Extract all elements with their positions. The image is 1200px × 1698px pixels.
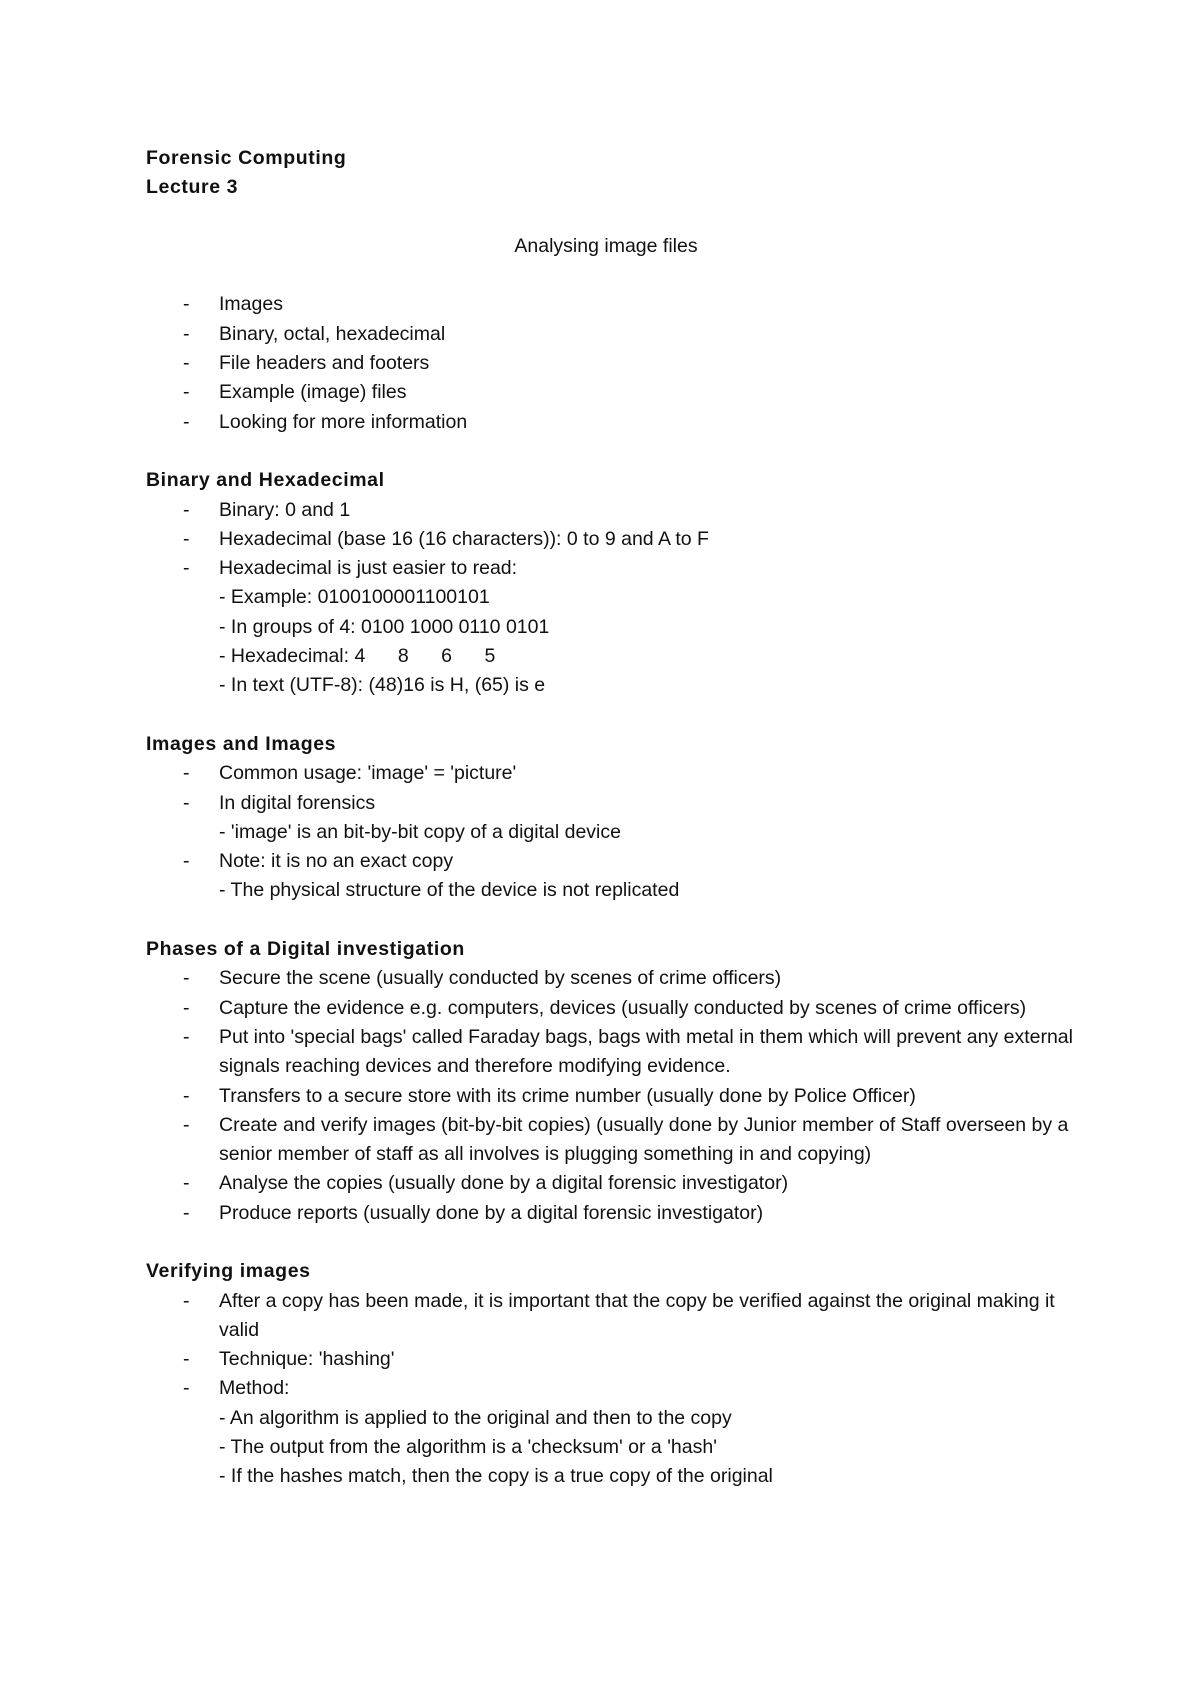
sub-item: - In text (UTF-8): (48)16 is H, (65) is e	[219, 674, 546, 697]
list-item	[146, 554, 1076, 583]
list-item	[146, 847, 1076, 876]
spacer	[146, 261, 1076, 290]
bullet-dash: -	[183, 1084, 190, 1107]
list-item	[146, 789, 1076, 818]
bullet-dash: -	[183, 352, 190, 375]
spacer	[146, 203, 1076, 232]
list-item	[146, 1169, 1076, 1198]
sub-item: - 'image' is an bit-by-bit copy of a digital device	[219, 820, 621, 843]
list-item	[146, 290, 1076, 319]
list-item	[146, 759, 1076, 788]
list-item-text: Put into 'special bags' called Faraday bags, bags with metal in them which will prevent any external signals reaching devices and therefore modifying evidence.	[219, 1025, 1073, 1078]
list-item-text: Secure the scene (usually conducted by scenes of crime officers)	[219, 967, 782, 990]
list-item-text: Technique: 'hashing'	[219, 1348, 395, 1371]
list-item-text: Example (image) files	[219, 381, 407, 404]
bullet-dash: -	[183, 762, 190, 785]
doc-subtitle: Analysing image files	[514, 234, 698, 257]
list-item-text: In digital forensics	[219, 791, 376, 814]
list-item-text: Capture the evidence e.g. computers, devices (usually conducted by scenes of crime officers)	[219, 996, 1027, 1019]
list-item-text: Transfers to a secure store with its crime number (usually done by Police Officer)	[219, 1084, 916, 1107]
sub-item: - If the hashes match, then the copy is a true copy of the original	[219, 1465, 773, 1488]
spacer	[146, 906, 1076, 935]
sub-item: - The output from the algorithm is a 'checksum' or a 'hash'	[219, 1436, 717, 1459]
sub-item: - An algorithm is applied to the original and then to the copy	[219, 1406, 732, 1429]
bullet-dash: -	[183, 1289, 190, 1312]
list-item	[146, 378, 1076, 407]
list-item	[146, 1199, 1076, 1228]
list-item	[146, 1023, 1076, 1082]
list-item-text: Looking for more information	[219, 410, 468, 433]
bullet-dash: -	[183, 322, 190, 345]
intro-list	[146, 290, 1076, 436]
list-item	[146, 525, 1076, 554]
bullet-dash: -	[183, 293, 190, 316]
bullet-dash: -	[183, 410, 190, 433]
list-item	[146, 408, 1076, 437]
list-item-text: Binary, octal, hexadecimal	[219, 322, 446, 345]
spacer	[146, 437, 1076, 466]
bullet-dash: -	[183, 1113, 190, 1136]
sub-item: - The physical structure of the device is not replicated	[219, 879, 680, 902]
sub-item: - Example: 0100100001100101	[219, 586, 490, 609]
section-heading-images: Images and Images	[146, 732, 337, 755]
list-item-text: Hexadecimal (base 16 (16 characters)): 0 to 9 and A to F	[219, 527, 709, 550]
list-item-text: Analyse the copies (usually done by a digital forensic investigator)	[219, 1172, 789, 1195]
list-item	[146, 964, 1076, 993]
list-item-text: Note: it is no an exact copy	[219, 850, 454, 873]
list-item	[146, 994, 1076, 1023]
list-item-text: File headers and footers	[219, 352, 430, 375]
doc-title: Forensic Computing	[146, 147, 347, 169]
bullet-dash: -	[183, 1348, 190, 1371]
section-heading-binary: Binary and Hexadecimal	[146, 469, 385, 492]
list-item-text: Method:	[219, 1377, 290, 1400]
list-item	[146, 1374, 1076, 1403]
section-heading-verifying: Verifying images	[146, 1260, 311, 1283]
list-item	[146, 1287, 1076, 1346]
list-item	[146, 1111, 1076, 1170]
spacer	[146, 1228, 1076, 1257]
spacer	[146, 701, 1076, 730]
bullet-dash: -	[183, 850, 190, 873]
list-item-text: Produce reports (usually done by a digital forensic investigator)	[219, 1201, 764, 1224]
list-item	[146, 1082, 1076, 1111]
lecture-label: Lecture 3	[146, 176, 239, 199]
section-heading-phases: Phases of a Digital investigation	[146, 938, 465, 961]
bullet-dash: -	[183, 1377, 190, 1400]
list-item	[146, 1345, 1076, 1374]
list-item-text: Images	[219, 293, 283, 316]
document-page	[146, 144, 1076, 1492]
bullet-dash: -	[183, 967, 190, 990]
bullet-dash: -	[183, 557, 190, 580]
list-item-text: Binary: 0 and 1	[219, 498, 351, 521]
bullet-dash: -	[183, 791, 190, 814]
list-item-text: Create and verify images (bit-by-bit copies) (usually done by Junior member of Staff overseen by a senior member of staff as all involves is plugging something in and copying)	[219, 1113, 1069, 1166]
bullet-dash: -	[183, 498, 190, 521]
bullet-dash: -	[183, 381, 190, 404]
list-item-text: After a copy has been made, it is important that the copy be verified against the original making it valid	[219, 1289, 1055, 1341]
bullet-dash: -	[183, 1025, 190, 1048]
sub-item: - In groups of 4: 0100 1000 0110 0101	[219, 615, 550, 638]
bullet-dash: -	[183, 996, 190, 1019]
list-item	[146, 349, 1076, 378]
list-item-text: Common usage: 'image' = 'picture'	[219, 762, 517, 785]
list-item	[146, 320, 1076, 349]
bullet-dash: -	[183, 1201, 190, 1224]
bullet-dash: -	[183, 1172, 190, 1195]
sub-item: - Hexadecimal: 4 8 6 5	[219, 645, 496, 668]
list-item	[146, 496, 1076, 525]
list-item-text: Hexadecimal is just easier to read:	[219, 557, 518, 580]
bullet-dash: -	[183, 527, 190, 550]
